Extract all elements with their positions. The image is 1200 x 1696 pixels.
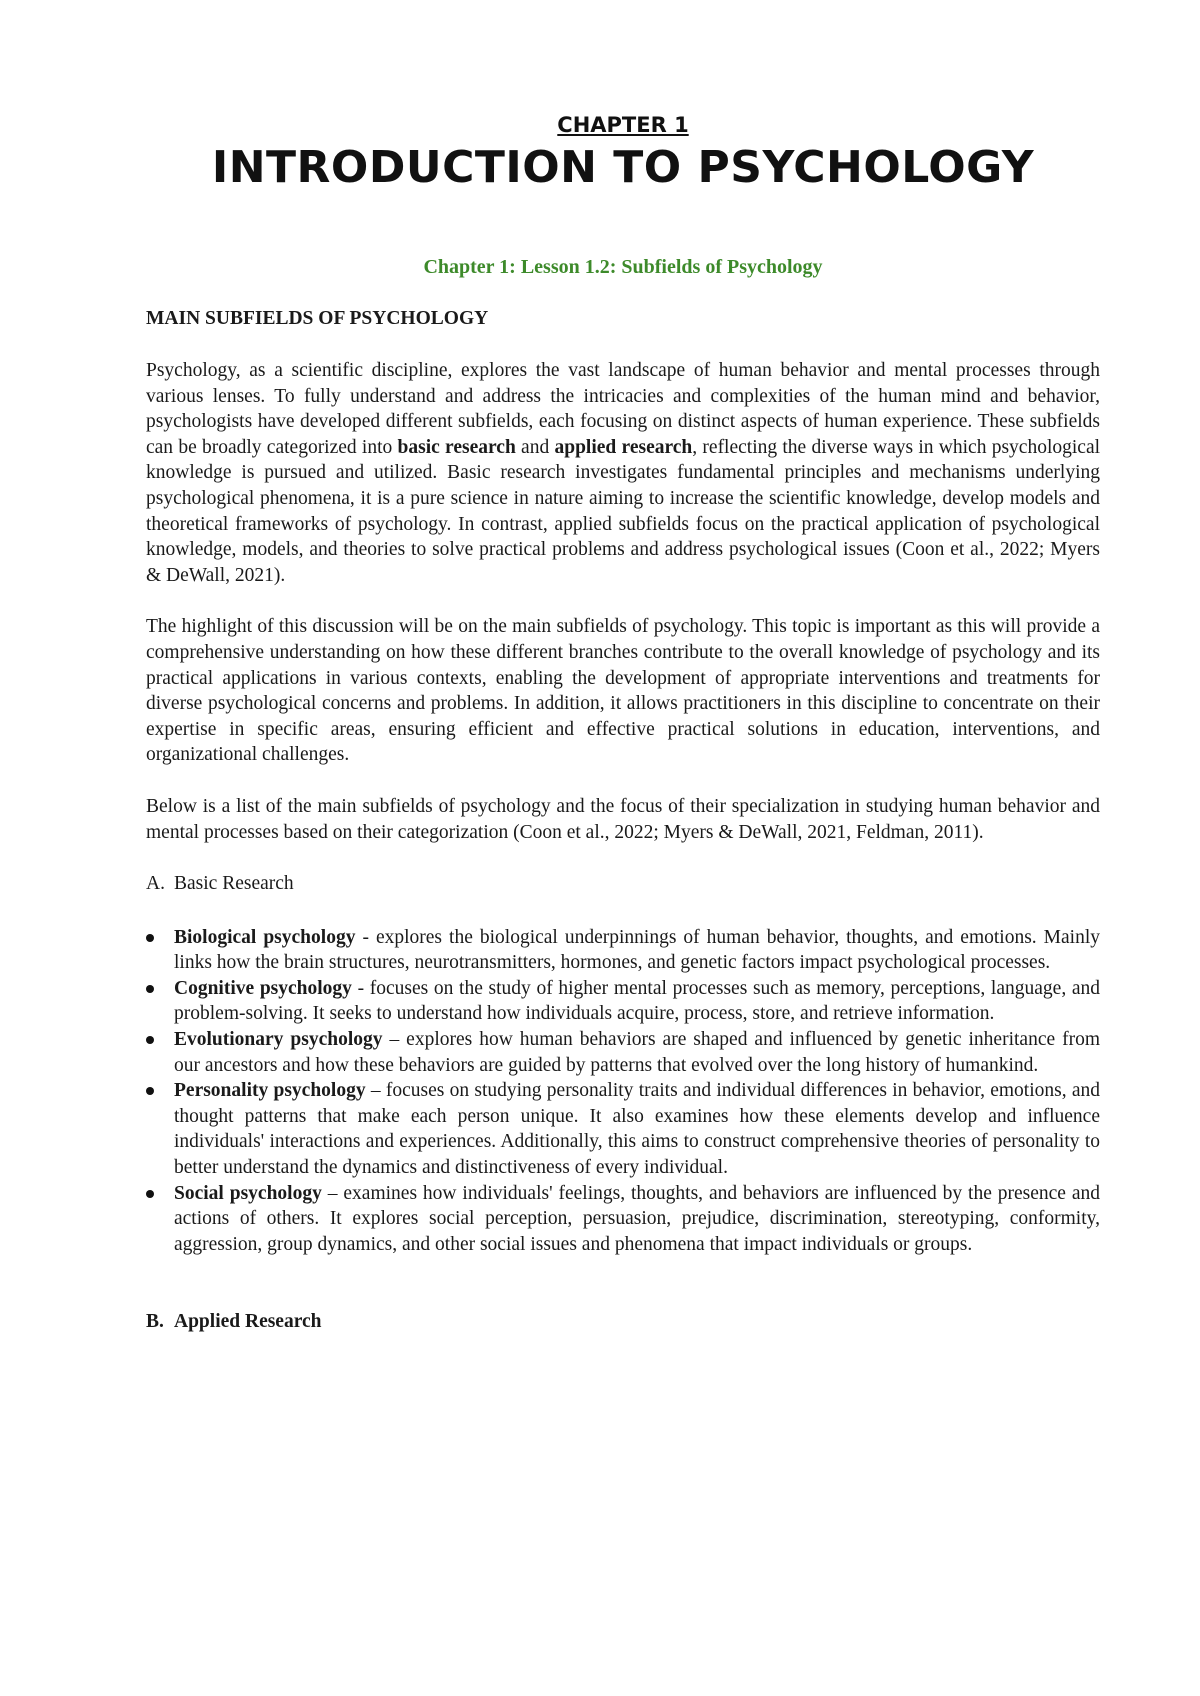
bullet-icon <box>146 1036 154 1044</box>
list-item <box>146 976 1100 1027</box>
basic-research-label: Basic Research <box>174 873 294 895</box>
bullet-icon <box>146 1190 154 1198</box>
subfield-description: – explores how human behaviors are shaped and influenced by genetic inheritance from our ancestors and how these behaviors are guided by patterns that evolved over the long history of humankind. <box>174 1029 1100 1076</box>
subfield-description: – examines how individuals' feelings, thoughts, and behaviors are influenced by the presence and actions of others. It explores social perception, persuasion, prejudice, discrimination, stereotyping, conformity, aggression, group dynamics, and other social issues and phenomena that impact individuals or groups. <box>174 1182 1101 1255</box>
list-item <box>146 1078 1100 1180</box>
list-item <box>146 1181 1100 1258</box>
intro-paragraph <box>146 358 1100 588</box>
intro-text-3: , reflecting the diverse ways in which psychological knowledge is pursued and utilized. Basic research investigates fundamental principles and mechanisms underlying psychological phenomena, it is a pure science in nature aiming to increase the scientific knowledge, develop models and theoretical frameworks of psychology. In contrast, applied subfields focus on the practical application of psychological knowledge, models, and theories to solve practical problems and address psychological issues (Coon et al., 2022; Myers & DeWall, 2021). <box>146 436 1101 586</box>
highlight-paragraph: The highlight of this discussion will be on the main subfields of psychology. This topic is important as this will provide a comprehensive understanding on how these different branches contribute to the overall knowledge of psychology and its practical applications in various contexts, enabling the development of appropriate interventions and treatments for diverse psychological concerns and problems. In addition, it allows practitioners in this discipline to concentrate on their expertise in specific areas, ensuring efficient and effective practical solutions in education, interventions, and organizational challenges. <box>146 616 1100 766</box>
subfield-term: Cognitive psychology <box>174 977 352 999</box>
list-item <box>146 925 1100 976</box>
basic-research-letter: A. <box>146 873 165 895</box>
subfield-term: Evolutionary psychology <box>174 1029 383 1051</box>
section-heading: MAIN SUBFIELDS OF PSYCHOLOGY <box>146 308 489 329</box>
subfield-description: - focuses on the study of higher mental processes such as memory, perceptions, language, and problem-solving. It seeks to understand how individuals acquire, process, store, and retrieve information. <box>174 977 1101 1025</box>
lesson-title: Chapter 1: Lesson 1.2: Subfields of Psychology <box>423 256 823 278</box>
bullet-icon <box>146 1087 154 1095</box>
list-item <box>146 1027 1100 1078</box>
intro-bold-applied-research: applied research <box>554 436 693 458</box>
applied-research-heading <box>146 1309 1100 1335</box>
applied-research-section <box>146 1309 1100 1335</box>
subfield-term: Social psychology <box>174 1182 322 1204</box>
intro-text-2: and <box>515 436 555 458</box>
subfield-description: - explores the biological underpinnings of human behavior, thoughts, and emotions. Mainly links how the brain structures, neurotransmitters, hormones, and genetic factors impact psychological processes. <box>174 926 1101 974</box>
intro-bold-basic-research: basic research <box>397 436 516 458</box>
bullet-icon <box>146 985 154 993</box>
basic-research-list <box>146 925 1100 1258</box>
list-intro-paragraph: Below is a list of the main subfields of psychology and the focus of their specialization in studying human behavior and mental processes based on their categorization (Coon et al., 2022; Myers & DeWall, 2021, Feldman, 2011). <box>146 795 1100 843</box>
subfield-term: Personality psychology <box>174 1080 366 1102</box>
applied-research-letter: B. <box>146 1311 164 1333</box>
page-content <box>146 112 1100 1335</box>
intro-text-1: Psychology, as a scientific discipline, explores the vast landscape of human behavior and mental processes through various lenses. To fully understand and address the intricacies and complexities of the human mind and behavior, psychologists have developed different subfields, each focusing on distinct aspects of human experience. These subfields can be broadly categorized into <box>146 360 1100 458</box>
chapter-title: INTRODUCTION TO PSYCHOLOGY <box>211 142 1035 193</box>
bullet-icon <box>146 934 154 942</box>
subfield-term: Biological psychology <box>174 926 356 948</box>
subfield-description: – focuses on studying personality traits and individual differences in behavior, emotions, and thought patterns that make each person unique. It also examines how these elements develop and influence individuals' interactions and experiences. Additionally, this aims to construct comprehensive theories of personality to better understand the dynamics and distinctiveness of every individual. <box>174 1080 1100 1179</box>
applied-research-label: Applied Research <box>174 1311 322 1333</box>
basic-research-heading <box>146 871 1100 897</box>
chapter-label: CHAPTER 1 <box>557 113 689 137</box>
